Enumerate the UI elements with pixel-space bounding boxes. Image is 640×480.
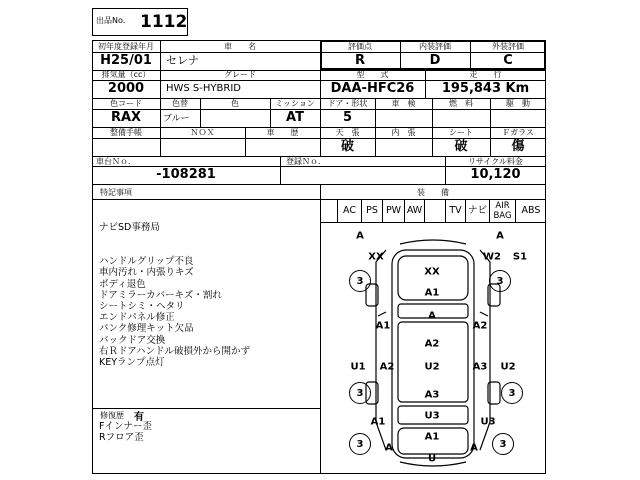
damage-mark: A1: [424, 287, 440, 299]
transmission-label: ミッション: [275, 99, 315, 108]
first-reg-label: 初年度登録年月: [98, 42, 154, 51]
color-code-label: 色コード: [110, 99, 142, 108]
recycle-value: 10,120: [470, 167, 521, 182]
ceiling-label: 天 張: [335, 128, 360, 137]
note-item: エンドパネル修正: [99, 312, 175, 323]
equipment-airbag: AIR BAG: [490, 200, 516, 222]
damage-mark: U3: [480, 416, 496, 428]
equipment-blank-cell: [320, 200, 338, 222]
model-value: DAA-HFC26: [330, 81, 415, 96]
equipment-aw: AW: [405, 200, 425, 222]
score-value: R: [354, 53, 365, 68]
note-item: 車内汚れ・内張りキズ: [99, 267, 194, 278]
damage-mark: XX: [368, 251, 384, 263]
damage-mark: A2: [472, 320, 488, 332]
damage-mark: A1: [424, 431, 440, 443]
seat-label: シート: [449, 128, 473, 137]
notes-navi-sd: ナビSD事務局: [99, 222, 160, 233]
grade-value: HWS S-HYBRID: [166, 83, 241, 94]
damage-mark: U2: [424, 361, 440, 373]
damage-mark: U1: [350, 361, 366, 373]
interior-score-label: 内装評価: [419, 42, 451, 51]
equipment-ps: PS: [362, 200, 383, 222]
notes-section-label: 特記事項: [100, 188, 132, 197]
damage-mark-circled: 3: [492, 433, 514, 455]
exterior-score-label: 外装評価: [492, 42, 524, 51]
registration-label: 登録Ｎｏ．: [286, 157, 326, 166]
equipment-abs: ABS: [521, 205, 541, 216]
nox-label: ＮＯＸ: [190, 128, 215, 137]
damage-mark: U3: [424, 410, 440, 422]
lot-number: 1112: [140, 12, 188, 32]
damage-mark: S1: [512, 251, 528, 263]
doors-value: 5: [342, 110, 353, 125]
grade-label: グレード: [224, 70, 256, 79]
damage-mark-circled: 3: [501, 382, 523, 404]
color-value: ブルー: [163, 114, 190, 124]
displacement-label: 排気量（cc）: [101, 70, 151, 79]
note-item: パンク修理キット欠品: [99, 323, 194, 334]
interior-score-value: D: [429, 53, 441, 68]
note-item: バックドア交換: [99, 335, 166, 346]
repair-note: Fインナー歪: [99, 421, 152, 432]
ceiling-value: 破: [340, 139, 354, 154]
repair-history-value: 有: [134, 412, 144, 423]
repair-history-label: 修復歴: [100, 411, 124, 420]
displacement-value: 2000: [107, 81, 145, 96]
damage-mark: A: [385, 442, 393, 454]
damage-mark: A1: [375, 320, 391, 332]
chassis-value: -108281: [156, 167, 216, 182]
exterior-score-value: C: [503, 53, 513, 68]
damage-mark: W2: [483, 251, 501, 263]
drive-label: 駆 動: [506, 99, 530, 108]
lot-label: 出品No．: [96, 16, 131, 25]
note-item: ドアミラーカバーキズ・割れ: [99, 290, 222, 301]
damage-mark-circled: 3: [349, 270, 371, 292]
color-code-value: RAX: [110, 110, 142, 125]
damage-mark-circled: 3: [489, 270, 511, 292]
seat-value: 破: [454, 139, 468, 154]
damage-mark: A: [428, 310, 436, 322]
score-label: 評価点: [348, 42, 372, 51]
equipment-ac: AC: [338, 200, 362, 222]
equipment-navi: ナビ: [466, 200, 490, 222]
recycle-label: リサイクル料金: [468, 157, 523, 166]
car-name-value: セレナ: [166, 54, 199, 67]
damage-mark: A3: [424, 389, 440, 401]
chassis-label: 車台Ｎｏ．: [96, 157, 136, 166]
damage-mark: A3: [472, 361, 488, 373]
damage-mark-circled: 3: [349, 382, 371, 404]
repair-note: Rフロア歪: [99, 432, 144, 443]
note-item: 右Ｒドアハンドル破損外から開かず: [99, 346, 250, 357]
damage-mark: A1: [370, 416, 386, 428]
first-reg-value: H25/01: [100, 53, 152, 68]
history-label: 車 歴: [266, 128, 299, 137]
note-item: シートシミ・ヘタリ: [99, 301, 185, 312]
damage-mark: U: [427, 453, 437, 465]
color-change-label: 色替: [172, 99, 188, 108]
damage-mark: A: [470, 442, 478, 454]
damage-mark: XX: [424, 266, 440, 278]
note-item: ハンドルグリップ不良: [99, 256, 194, 267]
damage-mark: A2: [424, 338, 440, 350]
note-item: ボディ退色: [99, 279, 146, 290]
color-label: 色: [231, 99, 239, 108]
inspection-label: 車 検: [391, 99, 416, 108]
mileage-label: 走 行: [469, 70, 502, 79]
front-glass-value: 傷: [511, 139, 525, 154]
damage-mark: A: [356, 230, 364, 242]
front-glass-label: Ｆガラス: [502, 128, 534, 137]
damage-mark: A2: [379, 361, 395, 373]
car-name-label: 車 名: [224, 42, 256, 51]
interior-trim-label: 内 張: [391, 128, 416, 137]
damage-mark-circled: 3: [349, 433, 371, 455]
damage-mark: A: [496, 230, 504, 242]
note-item: KEYランプ点灯: [99, 357, 165, 368]
model-label: 型 式: [356, 70, 389, 79]
doors-label: ドア・形状: [327, 99, 368, 108]
equipment-tv: TV: [446, 200, 466, 222]
equipment-blank: [425, 200, 446, 222]
mileage-value: 195,843 Km: [441, 81, 530, 96]
service-manual-label: 整備手帳: [110, 128, 142, 137]
equipment-section-label: 装 備: [417, 188, 449, 197]
fuel-label: 燃 料: [449, 99, 473, 108]
transmission-value: AT: [286, 110, 304, 125]
damage-mark: U2: [500, 361, 516, 373]
equipment-pw: PW: [383, 200, 405, 222]
